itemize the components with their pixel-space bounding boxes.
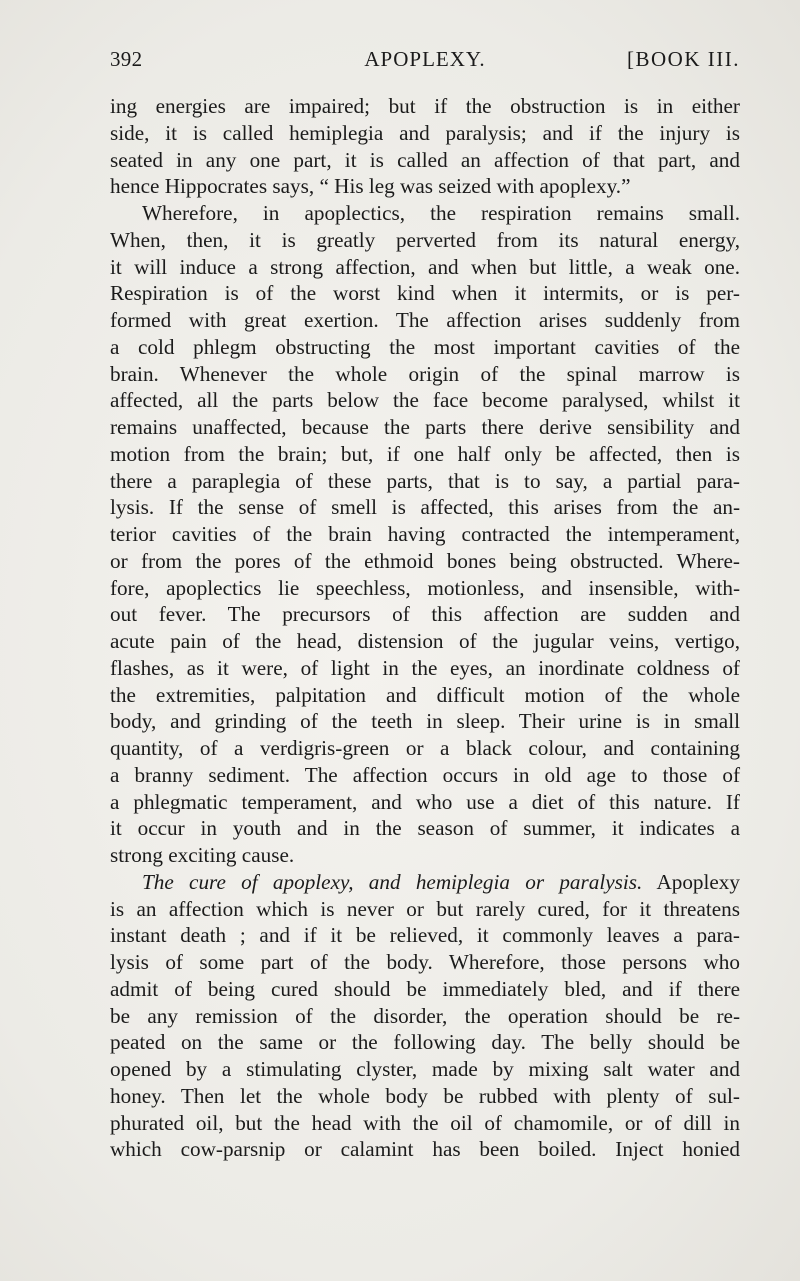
text-line: body, and grinding of the teeth in sleep. Their urine is in small — [110, 709, 740, 734]
text-line: hence Hippocrates says, “ His leg was seized with apoplexy.” — [110, 174, 631, 199]
text-line: brain. Whenever the whole origin of the spinal marrow is — [110, 361, 740, 386]
text-line: opened by a stimulating clyster, made by mixing salt water and — [110, 1057, 740, 1081]
page-number: 392 — [110, 47, 143, 71]
page-header — [110, 47, 740, 77]
text-line: the extremities, palpitation and difficult motion of the whole — [110, 682, 740, 707]
text-line: be any remission of the disorder, the operation should be re- — [110, 1003, 740, 1028]
text-line: phurated oil, but the head with the oil of chamomile, or of dill in — [110, 1110, 740, 1135]
text-line: is an affection which is never or but rarely cured, for it threatens — [110, 896, 740, 921]
text-line: a cold phlegm obstructing the most important cavities of the — [110, 334, 740, 359]
text-line: fore, apoplectics lie speechless, motionless, and insensible, with- — [110, 575, 740, 600]
text-line: which cow-parsnip or calamint has been boiled. Inject honied — [110, 1137, 740, 1162]
text-line: Wherefore, in apoplectics, the respiration remains small. — [142, 201, 740, 225]
text-line: it will induce a strong affection, and when but little, a weak one. — [110, 254, 740, 279]
text-line: ing energies are impaired; but if the obstruction is in either — [110, 94, 740, 118]
book-reference: [BOOK III. — [627, 47, 740, 71]
text-line: there a paraplegia of these parts, that is to say, a partial para- — [110, 468, 740, 493]
text-line: affected, all the parts below the face become paralysed, whilst it — [110, 388, 740, 413]
text-line: admit of being cured should be immediately bled, and if there — [110, 976, 740, 1001]
text-line: honey. Then let the whole body be rubbed with plenty of sul- — [110, 1083, 740, 1108]
text-line: it occur in youth and in the season of summer, it indicates a — [110, 816, 740, 841]
text-line: strong exciting cause. — [110, 843, 295, 867]
text-line: formed with great exertion. The affection arises suddenly from — [110, 308, 740, 332]
text-line: acute pain of the head, distension of the jugular veins, vertigo, — [110, 629, 740, 653]
text-line: a phlegmatic temperament, and who use a diet of this nature. If — [110, 789, 740, 814]
section-heading: The cure of apoplexy, and hemiplegia or paralysis. — [142, 869, 643, 894]
text-line: lysis of some part of the body. Wherefore, those persons who — [110, 950, 740, 974]
text-line: a branny sediment. The affection occurs in old age to those of — [110, 762, 740, 787]
text-line: instant death ; and if it be relieved, it commonly leaves a para- — [110, 923, 740, 948]
text-line: or from the pores of the ethmoid bones being obstructed. Where- — [110, 548, 740, 573]
text-line: Respiration is of the worst kind when it intermits, or is per- — [110, 281, 740, 306]
body-text — [110, 93, 740, 1163]
text-line: side, it is called hemiplegia and paralysis; and if the injury is — [110, 120, 740, 145]
section-heading-continuation: Apoplexy — [656, 869, 740, 894]
text-line: lysis. If the sense of smell is affected, this arises from the an- — [110, 495, 740, 520]
text-line: motion from the brain; but, if one half only be affected, then is — [110, 441, 740, 466]
running-title: APOPLEXY. — [364, 47, 486, 71]
text-line: quantity, of a verdigris-green or a black colour, and containing — [110, 736, 740, 760]
text-line: seated in any one part, it is called an affection of that part, and — [110, 147, 740, 172]
text-line: flashes, as it were, of light in the eyes, an inordinate coldness of — [110, 655, 740, 680]
text-line: out fever. The precursors of this affection are sudden and — [110, 602, 740, 627]
text-line: When, then, it is greatly perverted from its natural energy, — [110, 227, 740, 252]
text-line: remains unaffected, because the parts there derive sensibility and — [110, 415, 740, 439]
section-heading-line — [110, 869, 740, 896]
text-line: terior cavities of the brain having contracted the intemperament, — [110, 522, 740, 546]
text-line: peated on the same or the following day. The belly should be — [110, 1030, 740, 1055]
